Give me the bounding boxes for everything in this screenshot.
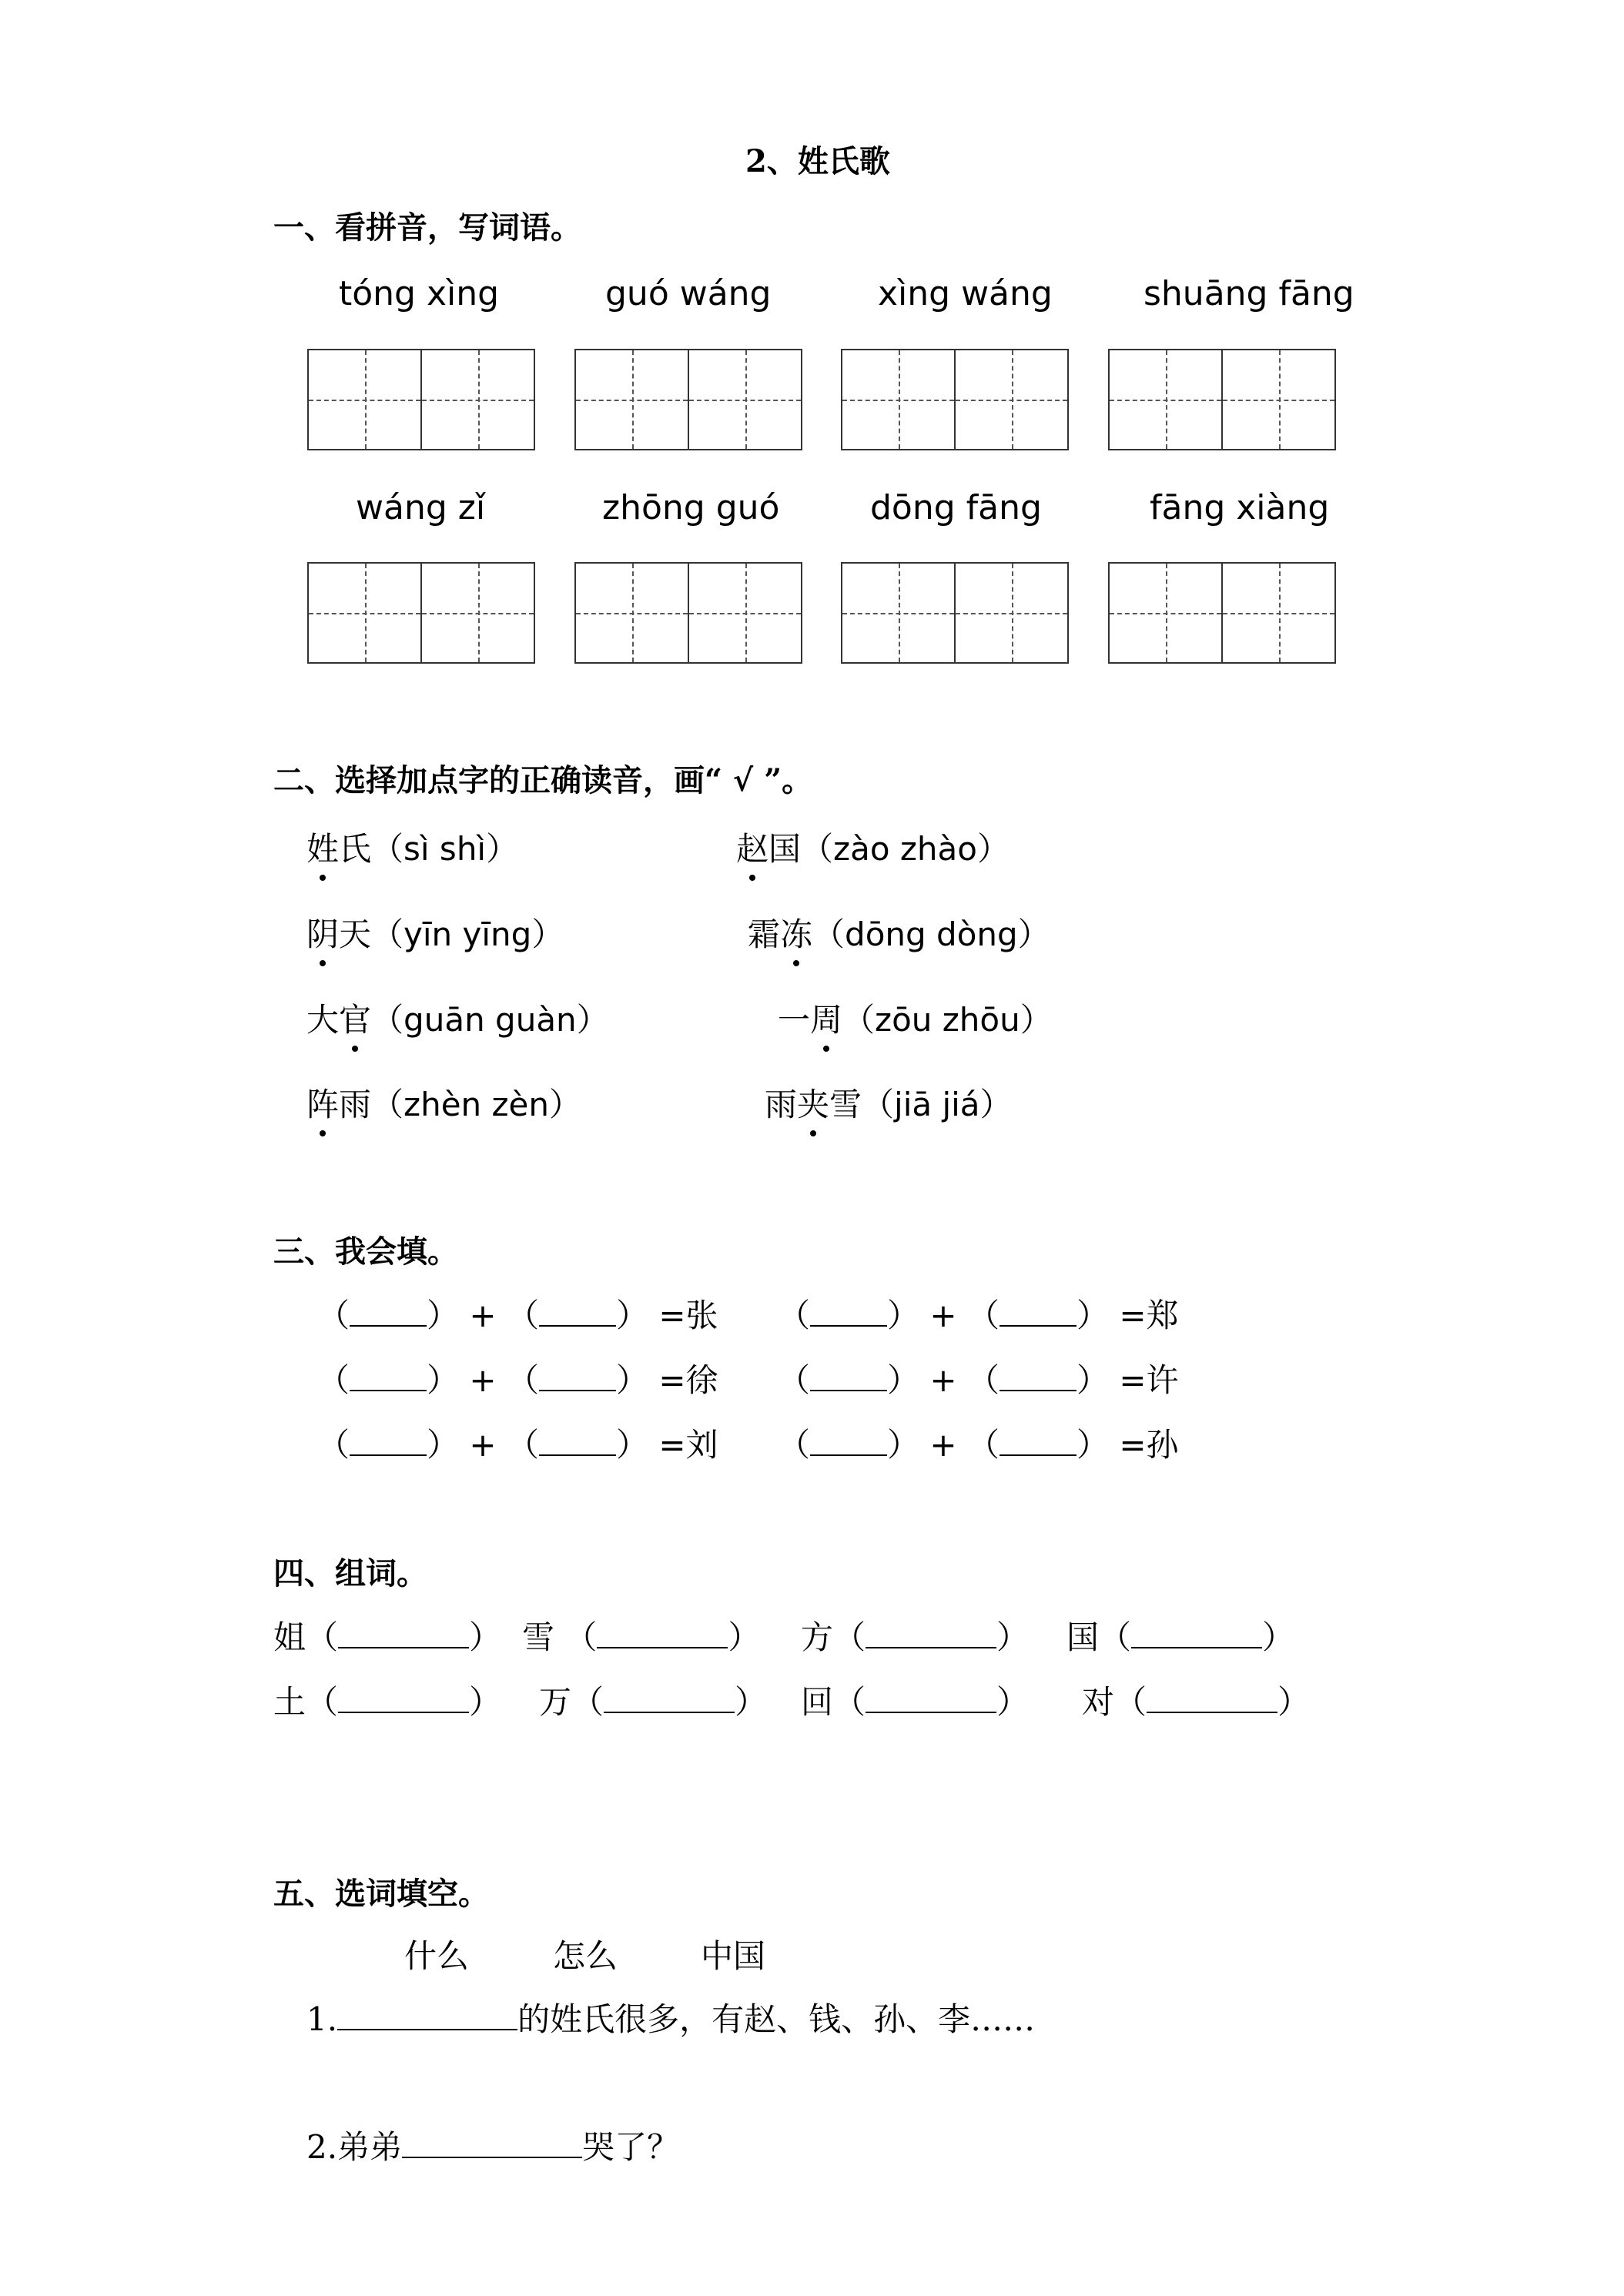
section-5-heading: 五、选词填空。 (273, 1876, 489, 1912)
pinyin-label: guó wáng (605, 274, 772, 313)
pronunciation-item[interactable]: 阵雨（zhèn zèn） (306, 1079, 581, 1126)
pinyin-label: wáng zǐ (356, 488, 486, 527)
pronunciation-item[interactable]: 雨夹雪（jiā jiá） (765, 1079, 1013, 1126)
dotted-char: 冻 (780, 909, 812, 956)
word-option: 中国 (701, 1937, 766, 1975)
answer-blank (337, 2029, 517, 2030)
pinyin-label: tóng xìng (339, 274, 500, 313)
dotted-char: 官 (339, 995, 371, 1041)
word-group-item[interactable]: 土（ ） (273, 1683, 502, 1721)
word-option: 什么 (404, 1937, 470, 1975)
fill-question-1[interactable]: 1. 的姓氏很多，有赵、钱、孙、李…… (306, 2000, 1036, 2038)
tianzige-box[interactable] (1108, 562, 1336, 664)
word-group-item[interactable]: 回（ ） (801, 1683, 1030, 1721)
word-group-item[interactable]: 姐（ ） (273, 1618, 502, 1656)
section-1-heading: 一、看拼音，写词语。 (273, 209, 581, 246)
section-2-heading: 二、选择加点字的正确读音，画“ √ ”。 (273, 762, 813, 798)
char-compose-row[interactable]: （ ） + （ ） =徐 (317, 1361, 718, 1399)
tianzige-box[interactable] (841, 349, 1069, 450)
answer-blank (402, 2157, 582, 2158)
tianzige-box[interactable] (841, 562, 1069, 664)
pinyin-label: dōng fāng (870, 488, 1042, 527)
dotted-char: 周 (810, 995, 842, 1041)
tianzige-box[interactable] (307, 562, 535, 664)
dotted-char: 阵 (306, 1079, 339, 1126)
word-group-item[interactable]: 万（ ） (539, 1683, 768, 1721)
char-compose-row[interactable]: （ ） + （ ） =郑 (778, 1297, 1179, 1334)
fill-question-2[interactable]: 2.弟弟 哭了？ (306, 2128, 680, 2166)
dotted-char: 阴 (306, 909, 339, 956)
tianzige-box[interactable] (307, 349, 535, 450)
char-compose-row[interactable]: （ ） + （ ） =孙 (778, 1426, 1179, 1464)
tianzige-box[interactable] (1108, 349, 1336, 450)
word-group-item[interactable]: 对（ ） (1082, 1683, 1311, 1721)
page-title: 2、姓氏歌 (745, 143, 890, 179)
section-4-heading: 四、组词。 (273, 1555, 427, 1591)
tianzige-box[interactable] (574, 349, 802, 450)
char-compose-row[interactable]: （ ） + （ ） =刘 (317, 1426, 718, 1464)
dotted-char: 夹 (797, 1079, 829, 1126)
pronunciation-item[interactable]: 赵国（zào zhào） (736, 824, 1010, 870)
word-group-item[interactable]: 国（ ） (1066, 1618, 1295, 1656)
pinyin-label: zhōng guó (602, 488, 780, 527)
pronunciation-item[interactable]: 大官（guān guàn） (306, 995, 609, 1041)
char-compose-row[interactable]: （ ） + （ ） =张 (317, 1297, 718, 1334)
pronunciation-item[interactable]: 姓氏（sì shì） (306, 824, 518, 870)
word-option: 怎么 (553, 1937, 618, 1975)
word-group-item[interactable]: 雪 （ ） (522, 1618, 761, 1656)
word-group-item[interactable]: 方（ ） (801, 1618, 1030, 1656)
pronunciation-item[interactable]: 阴天（yīn yīng） (306, 909, 564, 956)
dotted-char: 赵 (736, 824, 768, 870)
pinyin-label: xìng wáng (878, 274, 1053, 313)
dotted-char: 姓 (306, 824, 339, 870)
pronunciation-item[interactable]: 一周（zōu zhōu） (778, 995, 1053, 1041)
section-3-heading: 三、我会填。 (273, 1233, 458, 1270)
pinyin-label: shuāng fāng (1143, 274, 1354, 313)
char-compose-row[interactable]: （ ） + （ ） =许 (778, 1361, 1179, 1399)
pinyin-label: fāng xiàng (1150, 488, 1330, 527)
pronunciation-item[interactable]: 霜冻（dōng dòng） (748, 909, 1050, 956)
tianzige-box[interactable] (574, 562, 802, 664)
